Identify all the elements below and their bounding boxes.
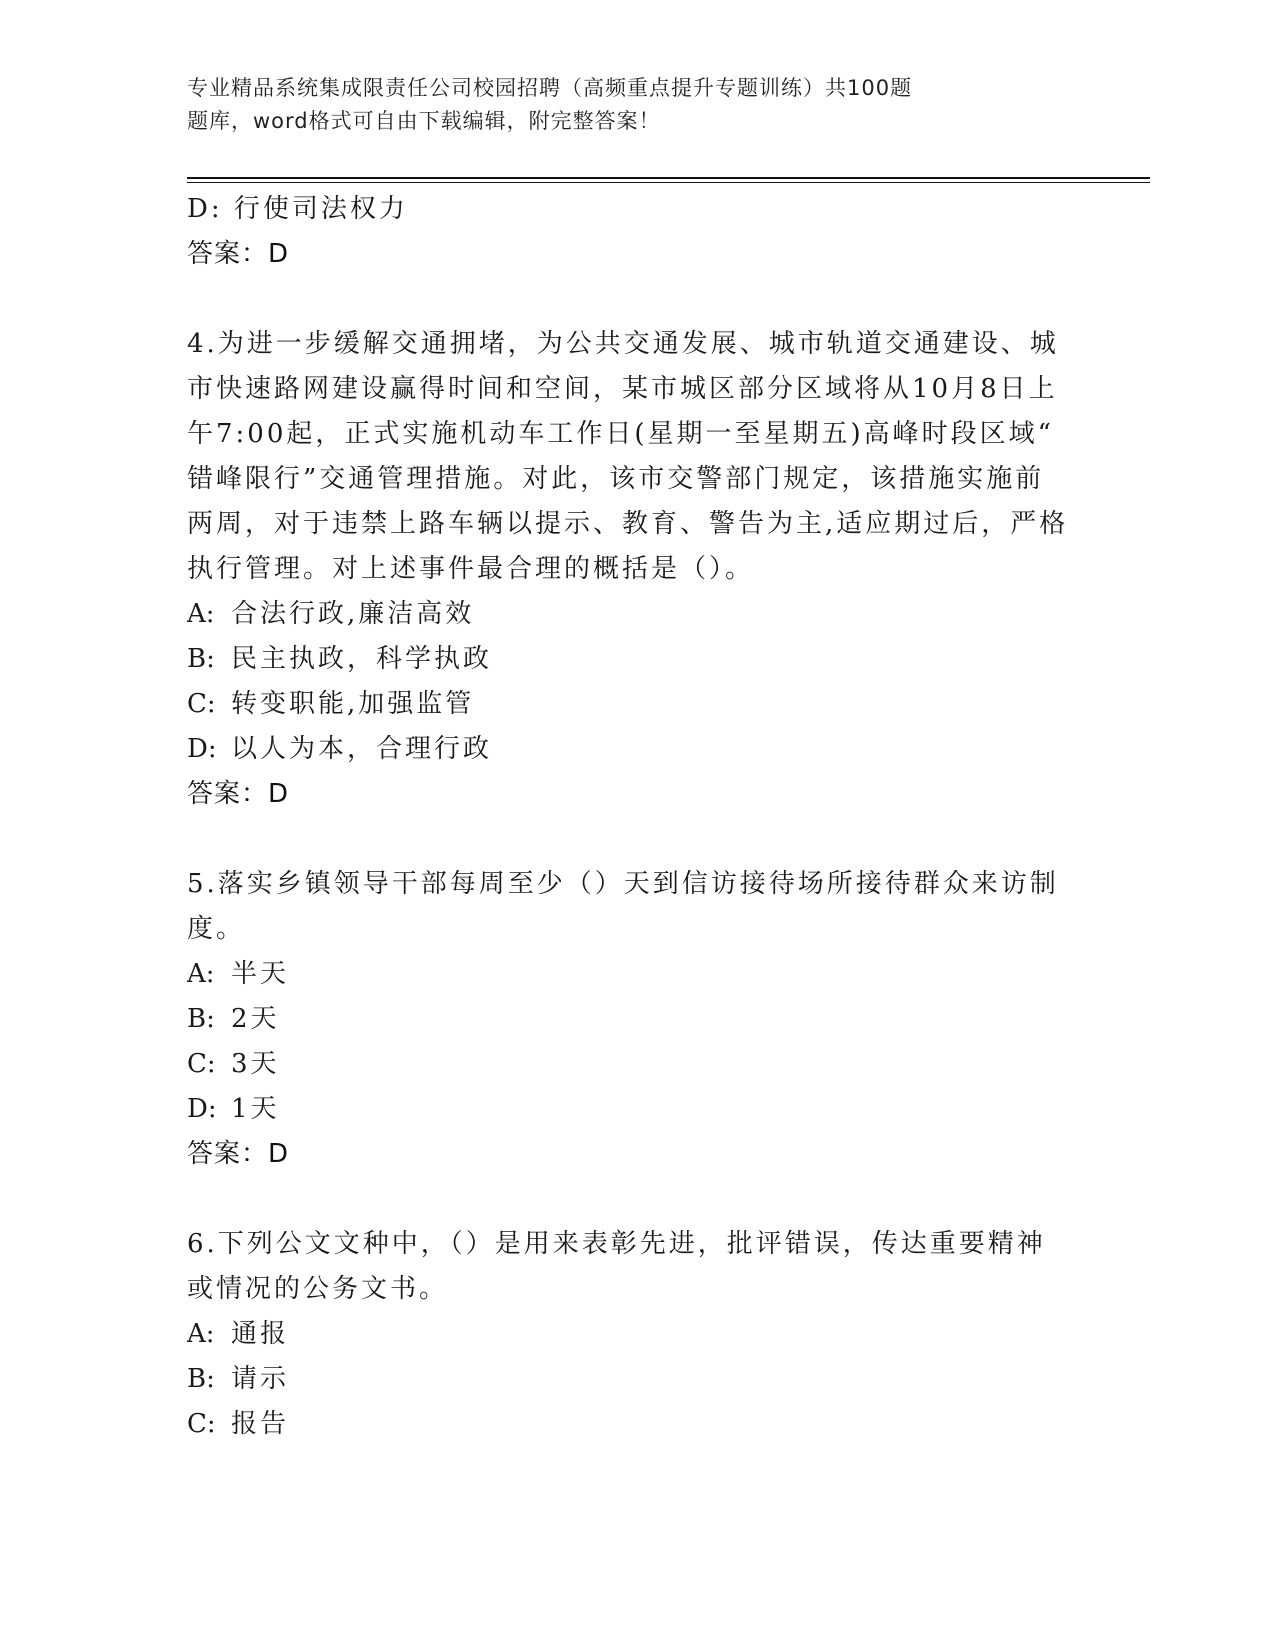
option-text: 半天 [231,959,290,989]
q5-stem-line: 5.落实乡镇领导干部每周至少（）天到信访接待场所接待群众来访制 [187,869,1059,899]
q5-option-a [187,952,1087,997]
spacer [187,277,1087,322]
q4-answer: 答案：D [187,779,290,809]
q4-stem-line: 午7:00起，正式实施机动车工作日(星期一至星期五)高峰时段区域“ [187,419,1054,449]
document-header [187,72,1067,138]
option-label: C: [187,689,216,719]
q4-stem-line: 4.为进一步缓解交通拥堵，为公共交通发展、城市轨道交通建设、城 [187,329,1059,359]
option-label: C: [187,1049,216,1079]
option-label: A: [187,1319,215,1349]
q3-option-d: D: 行使司法权力 [187,194,408,224]
option-label: B: [187,644,215,674]
q5-answer: 答案：D [187,1139,290,1169]
option-text: 报告 [231,1409,290,1439]
option-text: 以人为本，合理行政 [231,734,493,764]
option-label: A: [187,959,215,989]
option-text: 转变职能,加强监管 [231,689,475,719]
q4-stem-line: 错峰限行”交通管理措施。对此，该市交警部门规定，该措施实施前 [187,464,1045,494]
q4-option-c [187,682,1087,727]
q6-option-b [187,1357,1087,1402]
q4-option-a [187,592,1087,637]
q5-option-c [187,1042,1087,1087]
option-label: B: [187,1004,215,1034]
option-label: A: [187,599,215,629]
q6-option-c [187,1402,1087,1447]
option-label: D: [187,734,217,764]
question-content [187,187,1087,1447]
option-text: 1天 [231,1094,280,1124]
header-divider-thick [187,177,1150,179]
q5-option-b [187,997,1087,1042]
header-line-1: 专业精品系统集成限责任公司校园招聘（高频重点提升专题训练）共100题 [187,76,913,100]
q4-option-b [187,637,1087,682]
q5-option-d [187,1087,1087,1132]
question-4 [187,322,1087,817]
header-line-2: 题库，word格式可自由下载编辑，附完整答案！ [187,109,661,133]
option-text: 民主执政，科学执政 [231,644,493,674]
option-label: B: [187,1364,215,1394]
q4-stem-line: 两周，对于违禁上路车辆以提示、教育、警告为主,适应期过后，严格 [187,509,1069,539]
option-label: D: [187,1094,217,1124]
option-text: 2天 [231,1004,280,1034]
question-5 [187,862,1087,1177]
q4-stem-line: 执行管理。对上述事件最合理的概括是（）。 [187,554,755,584]
q3-answer: 答案：D [187,239,290,269]
q6-stem-line: 或情况的公务文书。 [187,1274,449,1304]
header-divider-thin [187,182,1150,183]
option-text: 请示 [231,1364,290,1394]
spacer [187,1177,1087,1222]
q5-stem-line: 度。 [187,914,246,944]
option-text: 合法行政,廉洁高效 [231,599,475,629]
q6-stem-line: 6.下列公文文种中，（）是用来表彰先进，批评错误，传达重要精神 [187,1229,1046,1259]
option-text: 3天 [231,1049,280,1079]
q6-option-a [187,1312,1087,1357]
q4-stem-line: 市快速路网建设赢得时间和空间，某市城区部分区域将从10月8日上 [187,374,1058,404]
option-text: 通报 [231,1319,290,1349]
option-label: C: [187,1409,216,1439]
q4-option-d [187,727,1087,772]
question-6 [187,1222,1087,1447]
spacer [187,817,1087,862]
